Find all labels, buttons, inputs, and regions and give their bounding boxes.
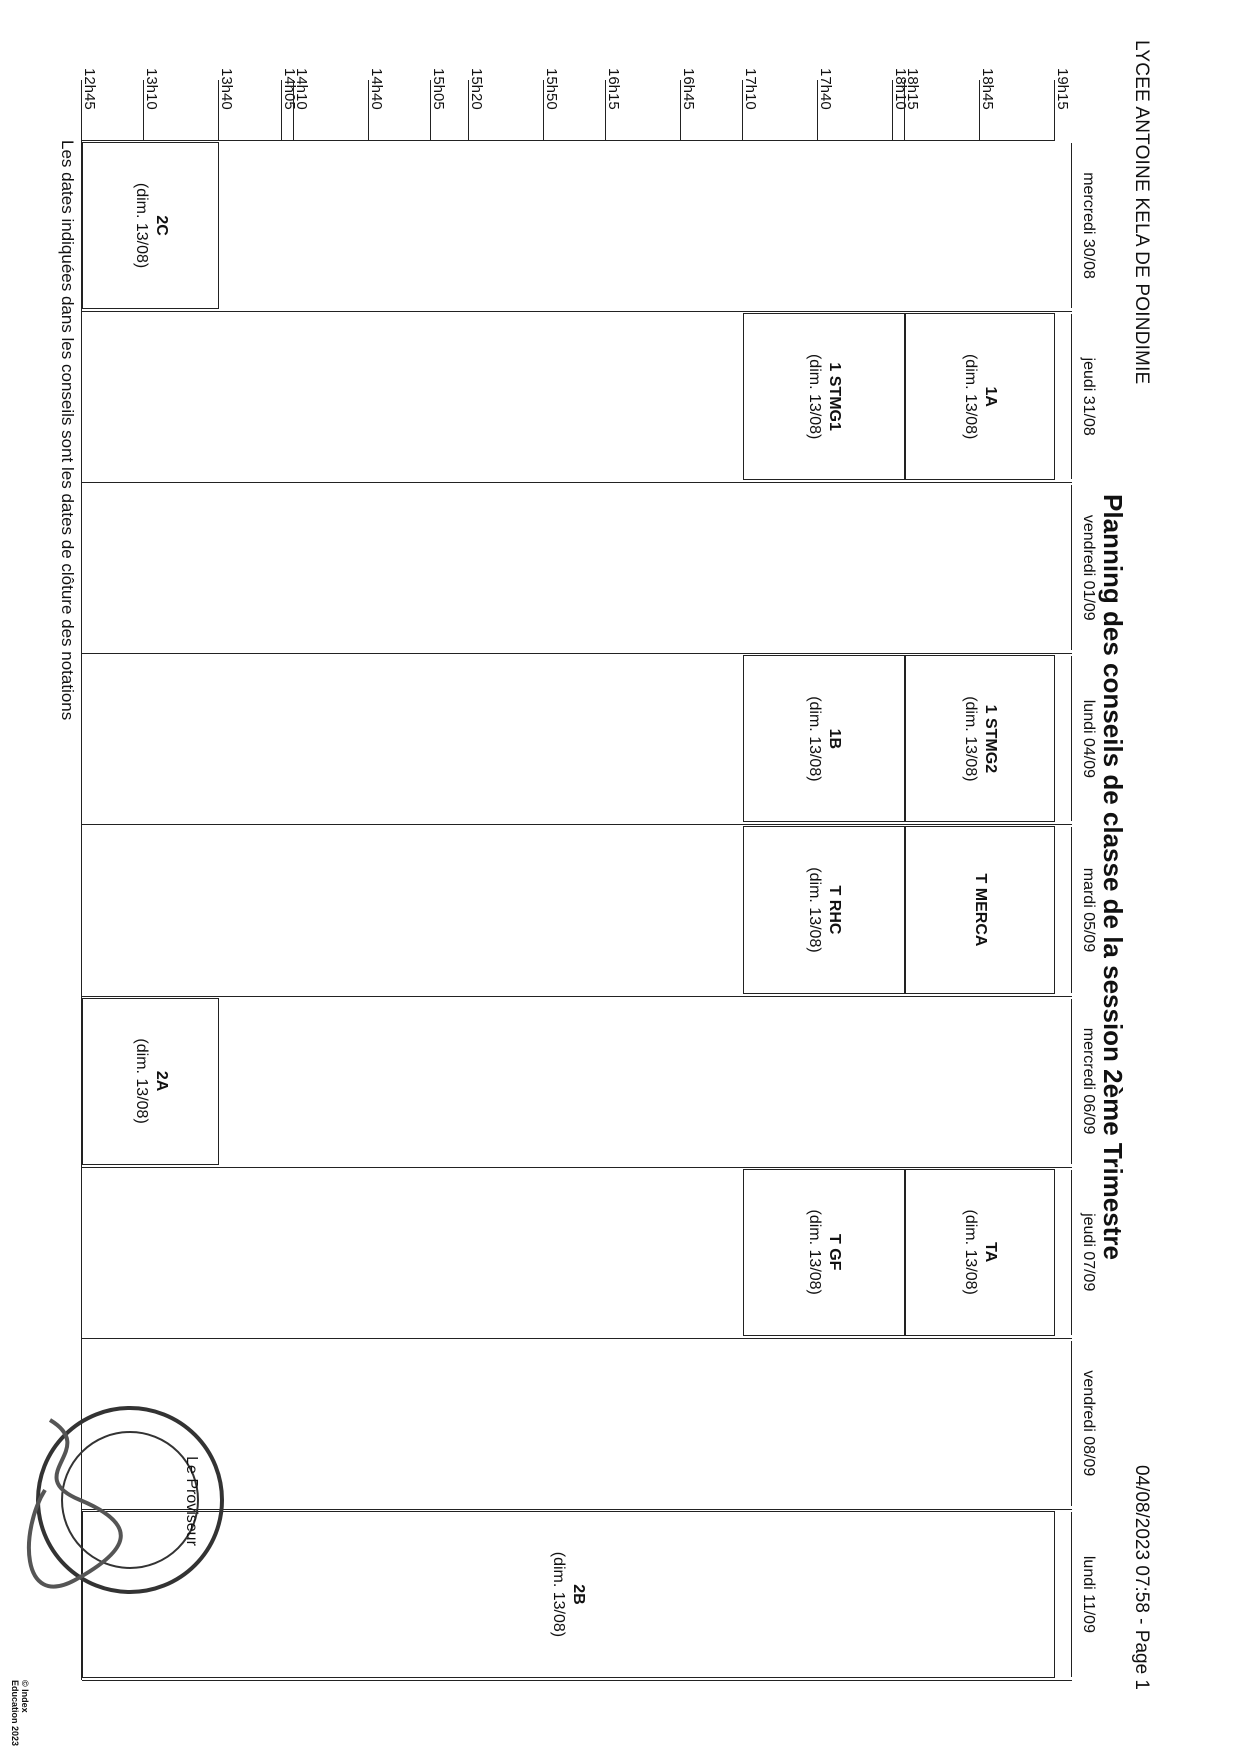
time-label: 13h10: [143, 68, 161, 110]
council-grade-deadline: (dim. 13/08): [962, 353, 980, 440]
footnote: Les dates indiquées dans les conseils sont les dates de clôture des notations: [58, 140, 77, 721]
council-class-name: 2A: [152, 1070, 170, 1092]
day-label: jeudi 07/09: [1080, 1213, 1097, 1292]
time-label: 15h50: [542, 68, 560, 110]
council-block: [905, 1169, 1055, 1336]
council-class-name: 1 STMG1: [826, 362, 844, 431]
council-block: [905, 655, 1055, 822]
day-label: lundi 11/09: [1080, 1555, 1097, 1633]
day-label: mercredi 30/08: [1080, 172, 1097, 279]
print-timestamp: 04/08/2023 07:58 - Page 1: [1131, 1464, 1152, 1690]
day-column-header-line: [1071, 314, 1072, 479]
day-label: mercredi 06/09: [1080, 1027, 1097, 1135]
time-label: 12h45: [81, 68, 98, 110]
day-label: vendredi 01/09: [1080, 514, 1097, 621]
council-grade-deadline: (dim. 13/08): [132, 182, 150, 269]
day-column-separator: [82, 1680, 1072, 1681]
time-label: 17h40: [817, 68, 834, 110]
day-label: lundi 04/09: [1080, 699, 1097, 779]
day-column-header-line: [1071, 1170, 1072, 1335]
day-column-separator: [82, 1167, 1072, 1168]
time-label: 15h05: [430, 68, 448, 110]
council-block: [743, 1169, 905, 1336]
time-label: 17h10: [742, 68, 760, 110]
time-label: 18h15: [904, 68, 922, 110]
time-label: 15h20: [467, 68, 485, 110]
council-class-name: T GF: [826, 1233, 844, 1271]
council-class-name: 1 STMG2: [982, 704, 1000, 774]
council-block: [82, 998, 219, 1165]
council-block: [82, 142, 219, 309]
day-column-separator: [82, 653, 1072, 654]
council-block: [743, 313, 905, 480]
day-label: mardi 05/09: [1080, 867, 1097, 953]
council-grade-deadline: (dim. 13/08): [550, 1551, 568, 1638]
day-column-separator: [82, 482, 1072, 483]
time-label: 14h05: [280, 68, 298, 110]
day-column-header-line: [1071, 1341, 1072, 1506]
page-title: Planning des conseils de classe de la session 2ème Trimestre: [1098, 494, 1128, 1260]
day-column-header-line: [1071, 143, 1072, 308]
council-class-name: 2C: [152, 215, 170, 236]
council-class-name: 2B: [570, 1584, 588, 1605]
day-column-separator: [82, 1338, 1072, 1339]
council-class-name: 1A: [982, 386, 1000, 407]
day-label: vendredi 08/09: [1080, 1370, 1097, 1477]
time-label: 18h45: [979, 68, 997, 110]
time-label: 19h15: [1054, 68, 1071, 110]
time-label: 16h45: [679, 68, 697, 110]
day-column-header-line: [1071, 1512, 1072, 1677]
signatory-label: Le Proviseur: [183, 1456, 200, 1546]
council-grade-deadline: (dim. 13/08): [806, 353, 824, 440]
school-seal-stamp: [10, 1380, 250, 1620]
day-column-separator: [82, 824, 1072, 825]
council-grade-deadline: (dim. 13/08): [132, 1038, 150, 1124]
time-label: 13h40: [218, 68, 236, 110]
time-label: 18h10: [891, 68, 909, 110]
council-class-name: TA: [982, 1242, 1000, 1263]
council-grade-deadline: (dim. 13/08): [806, 867, 824, 953]
time-label: 16h15: [604, 68, 622, 110]
council-class-name: T RHC: [826, 885, 844, 935]
council-block: [743, 655, 905, 822]
day-label: jeudi 31/08: [1080, 357, 1097, 436]
day-column-header-line: [1071, 656, 1072, 821]
council-block: [743, 826, 905, 993]
council-block: [905, 826, 1055, 993]
day-column-header-line: [1071, 827, 1072, 992]
council-grade-deadline: (dim. 13/08): [962, 696, 980, 782]
time-label: 14h10: [293, 68, 311, 110]
time-axis-line: [82, 140, 1055, 141]
time-label: 14h40: [367, 68, 385, 110]
council-grade-deadline: (dim. 13/08): [962, 1209, 980, 1295]
day-column-header-line: [1071, 999, 1072, 1164]
day-column-header-line: [1071, 485, 1072, 650]
council-grade-deadline: (dim. 13/08): [806, 696, 824, 782]
day-column-separator: [82, 311, 1072, 312]
council-class-name: 1B: [826, 728, 844, 750]
copyright-notice: © Index Education 2023: [10, 1680, 30, 1747]
council-class-name: T MERCA: [972, 873, 990, 947]
council-grade-deadline: (dim. 13/08): [806, 1209, 824, 1295]
day-column-separator: [82, 996, 1072, 997]
council-block: [905, 313, 1055, 480]
school-name: LYCEE ANTOINE KELA DE POINDIMIE: [1131, 40, 1152, 385]
